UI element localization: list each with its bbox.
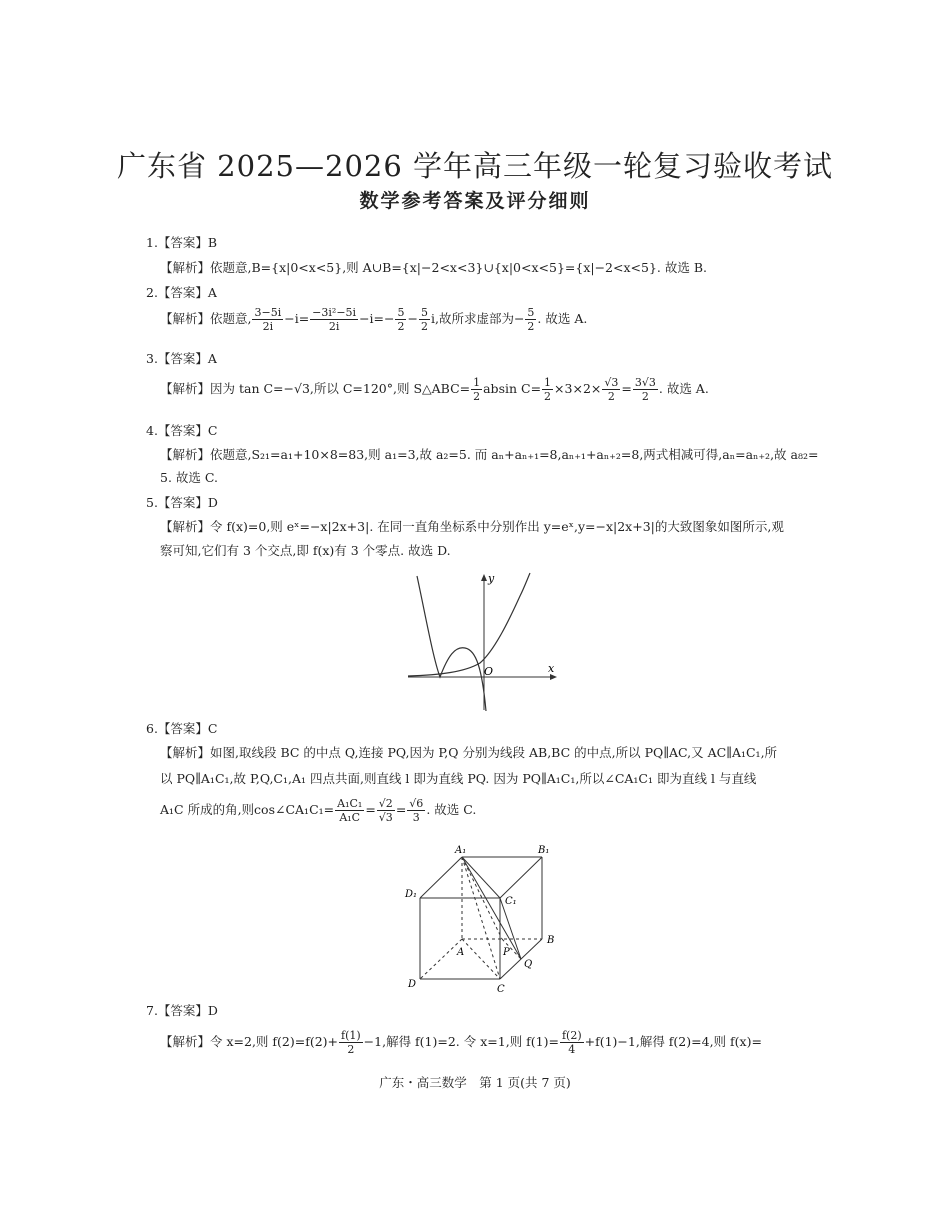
q3-answer: 3.【答案】A	[146, 351, 217, 366]
fraction: $\frac{1}{2}$	[544, 376, 552, 403]
q5-answer: 5.【答案】D	[146, 495, 218, 510]
label-c: C	[497, 984, 505, 995]
page-footer: 广东・高三数学 第 1 页(共 7 页)	[379, 1075, 571, 1090]
label-d1: D₁	[405, 889, 418, 900]
q5-explanation-line2: 察可知,它们有 3 个交点,即 f(x)有 3 个零点. 故选 D.	[160, 543, 451, 558]
q7-answer: 7.【答案】D	[146, 1003, 218, 1018]
label-b: B	[547, 935, 555, 946]
page-subtitle: 数学参考答案及评分细则	[359, 190, 591, 212]
origin-label: O	[484, 665, 494, 678]
label-b1: B₁	[538, 845, 550, 856]
fraction: $\frac{√3}{2}$	[604, 376, 619, 403]
label-a1: A₁	[455, 845, 467, 856]
q4-explanation-line2: 5. 故选 C.	[160, 470, 218, 485]
label-q: Q	[524, 959, 533, 970]
cube-figure	[395, 842, 570, 997]
q2-explanation: 【解析】依题意, $\frac{3-5i}{2i}$ −i= $\frac{\text{−3i²−5i}}{2i}$ −i=− $\frac{5}{2}$ − $\frac{5}{2}$ i,故所求虚部为− $\frac{5}{2}$ . 故选 A.	[160, 306, 588, 333]
q7-explanation: 【解析】令 x=2,则 f(2)=f(2)+ $\frac{f(1)}{2}$ −1,解得 f(1)=2. 令 x=1,则 f(1)= $\frac{f(2)}{4}$ +f(1)−1,解得 f(2)=4,则 f(x)=	[160, 1029, 762, 1056]
label-p: P	[503, 947, 510, 958]
x-axis-label: x	[548, 662, 555, 675]
q4-explanation-line1: 【解析】依题意,S₂₁=a₁+10×8=83,则 a₁=3,故 a₂=5. 而 aₙ+aₙ₊₁=8,aₙ₊₁+aₙ₊₂=8,两式相减可得,aₙ=aₙ₊₂,故 a₈₂=	[160, 447, 819, 462]
fraction: $\frac{5}{2}$	[397, 306, 405, 333]
fraction: $\frac{√6}{3}$	[409, 797, 424, 824]
fraction: $\frac{3-5i}{2i}$	[254, 306, 282, 333]
fraction: $\frac{√2}{√3}$	[378, 797, 393, 824]
y-axis-arrow	[481, 574, 487, 581]
label-d: D	[408, 979, 417, 990]
label-c1: C₁	[505, 896, 517, 907]
q6-explanation-line1: 【解析】如图,取线段 BC 的中点 Q,连接 PQ,因为 P,Q 分别为线段 AB,BC 的中点,所以 PQ∥AC,又 AC∥A₁C₁,所	[160, 745, 778, 760]
q2-answer: 2.【答案】A	[146, 285, 217, 300]
fraction: $\frac{5}{2}$	[527, 306, 535, 333]
fraction: $\frac{5}{2}$	[420, 306, 428, 333]
fraction: $\frac{f(2)}{4}$	[561, 1029, 582, 1056]
fraction: $\frac{f(1)}{2}$	[341, 1029, 361, 1056]
q4-answer: 4.【答案】C	[146, 423, 218, 438]
q5-explanation-line1: 【解析】令 f(x)=0,则 eˣ=−x|2x+3|. 在同一直角坐标系中分别作出 y=eˣ,y=−x|2x+3|的大致图象如图所示,观	[160, 519, 784, 534]
q1-answer: 1.【答案】B	[146, 235, 218, 250]
fraction: $\frac{\text{A₁C₁}}{\text{A₁C}}$	[337, 797, 363, 824]
exp-curve	[408, 573, 530, 676]
q6-explanation-line2: 以 PQ∥A₁C₁,故 P,Q,C₁,A₁ 四点共面,则直线 l 即为直线 PQ. 因为 PQ∥A₁C₁,所以∠CA₁C₁ 即为直线 l 与直线	[160, 771, 757, 786]
fraction: $\frac{\text{−3i²−5i}}{2i}$	[312, 306, 357, 333]
q6-explanation-line3: A₁C 所成的角,则cos∠CA₁C₁= $\frac{\text{A₁C₁}}{\text{A₁C}}$ = $\frac{√2}{√3}$ = $\frac{√6}{3}$ . 故选 C.	[160, 797, 477, 824]
q3-explanation: 【解析】因为 tan C=−√3,所以 C=120°,则 S△ABC= $\frac{1}{2}$ absin C= $\frac{1}{2}$ ×3×2× $\frac{√3}{2}$ = $\frac{3√3}{2}$ . 故选 A.	[160, 376, 709, 403]
fraction: $\frac{3√3}{2}$	[634, 376, 656, 403]
q6-answer: 6.【答案】C	[146, 721, 218, 736]
function-graph-figure	[400, 568, 565, 716]
label-a: A	[457, 947, 465, 958]
cubic-curve	[417, 576, 486, 711]
page-title: 广东省 2025—2026 学年高三年级一轮复习验收考试	[116, 149, 834, 183]
y-axis-label: y	[488, 572, 495, 585]
fraction: $\frac{1}{2}$	[473, 376, 481, 403]
q1-explanation: 【解析】依题意,B={x|0<x<5},则 A∪B={x|−2<x<3}∪{x|0<x<5}={x|−2<x<5}. 故选 B.	[160, 260, 707, 275]
